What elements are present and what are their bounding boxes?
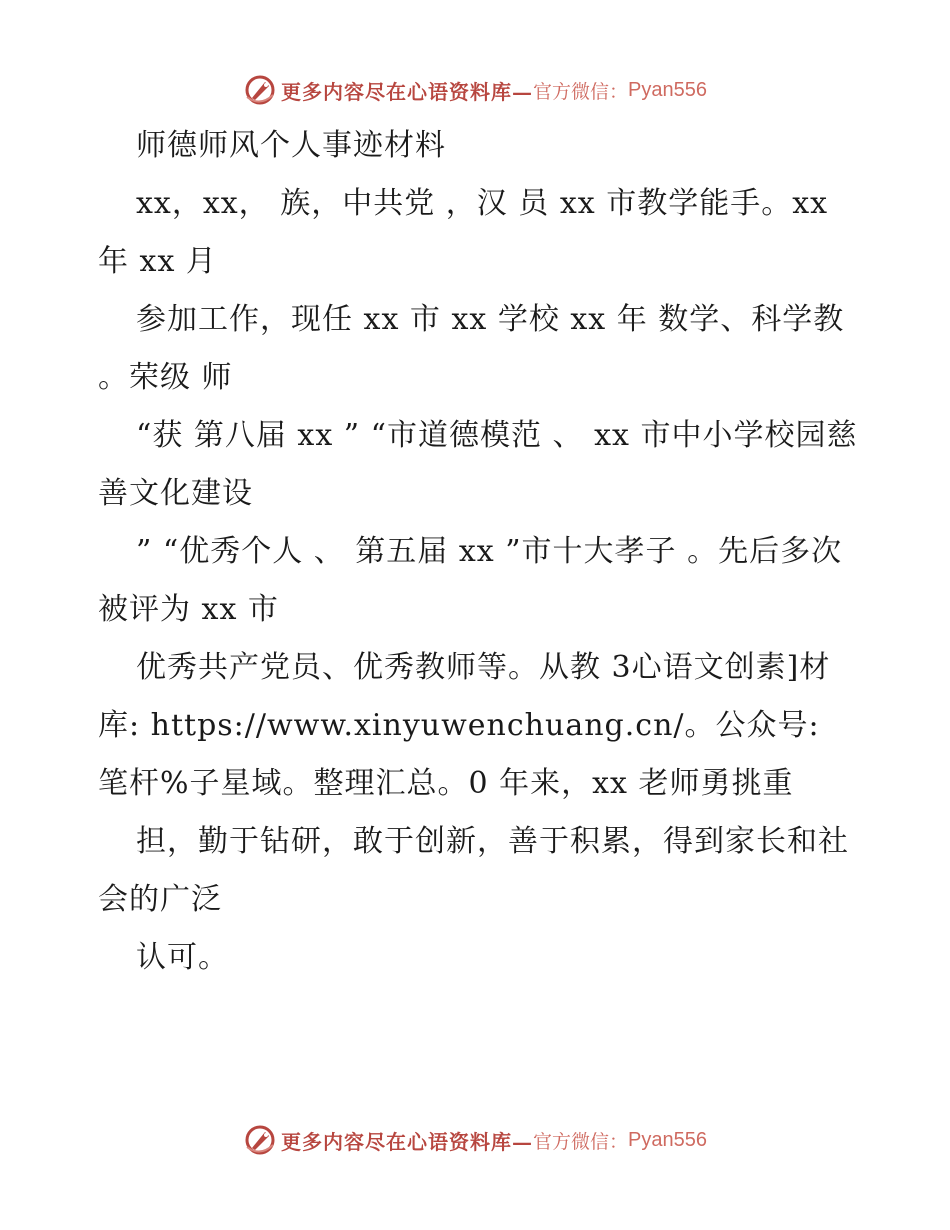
- header-wechat-id: Pyan556: [628, 78, 707, 101]
- paragraph: “获 第八届 xx ” “市道德模范 、 xx 市中小学校园慈善文化建设: [98, 418, 858, 511]
- document-title: 师德师风个人事迹材料: [136, 128, 446, 163]
- footer-promo-text: 更多内容尽在心语资料库—: [281, 1129, 533, 1154]
- paragraph: xx，xx， 族，中共党 ，汉 员 xx 市教学能手。xx 年 xx 月: [98, 186, 839, 279]
- pen-nib-logo-icon: [243, 1123, 277, 1157]
- pen-nib-logo-icon: [243, 73, 277, 107]
- footer-wechat-label: 官方微信：: [533, 1130, 629, 1153]
- footer-banner: [0, 1120, 950, 1160]
- footer-wechat-id: Pyan556: [628, 1128, 707, 1151]
- paragraph: 优秀共产党员、优秀教师等。从教 3心语文创素]材库: https://www.xinyuwenchuang.cn/。公众号: 笔杆%子星域。整理汇总。0 年来，xx 老师勇挑重: [98, 650, 831, 801]
- paragraph: ” “优秀个人 、 第五届 xx ”市十大孝子 。先后多次被评为 xx 市: [98, 534, 843, 627]
- paragraph: 认可。: [136, 940, 229, 975]
- paragraph: 参加工作，现任 xx 市 xx 学校 xx 年 数学、科学教 。荣级 师: [98, 302, 855, 395]
- header-banner: [0, 70, 950, 110]
- header-wechat-label: 官方微信：: [533, 80, 629, 103]
- paragraph: 担，勤于钻研，敢于创新，善于积累，得到家长和社会的广泛: [98, 824, 849, 917]
- document-body: [98, 117, 858, 987]
- header-promo-text: 更多内容尽在心语资料库—: [281, 79, 533, 104]
